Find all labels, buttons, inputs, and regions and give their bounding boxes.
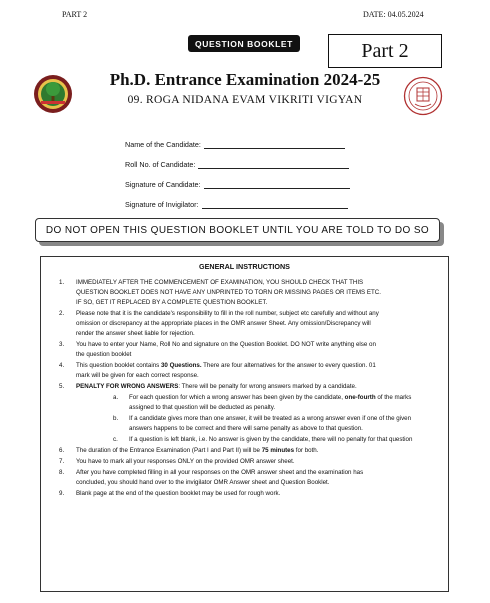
instruction-line: If a candidate gives more than one answer, it will be treated as a wrong answer even if one of the given (129, 415, 412, 422)
university-emblem-icon (33, 74, 73, 114)
invigilator-signature-field[interactable] (125, 200, 348, 209)
instruction-line: assigned to that question will be deducted as penalty. (129, 404, 276, 411)
instruction-line: PENALTY FOR WRONG ANSWERS: There will be penalty for wrong answers marked by a candidate. (76, 383, 357, 390)
general-instructions-box (40, 256, 449, 592)
fill-line (198, 161, 349, 169)
instruction-line: For each question for which a wrong answer has been given by the candidate, one-fourth of the marks (129, 394, 412, 401)
instruction-line: IMMEDIATELY AFTER THE COMMENCEMENT OF EXAMINATION, YOU SHOULD CHECK THAT THIS (76, 279, 364, 286)
instruction-line: Please note that it is the candidate's responsibility to fill in the roll number, subject etc carefully and without any (76, 310, 379, 317)
item-number: 7. (59, 458, 65, 465)
instruction-line: omission or discrepancy at the appropriate places in the OMR answer Sheet. Any omission/Discrepancy will (76, 320, 371, 327)
part-box: Part 2 (328, 34, 442, 68)
instruction-line: render the answer sheet liable for rejection. (76, 330, 195, 337)
instruction-line: This question booklet contains 30 Questions. There are four alternatives for the answer to every question. 01 (76, 362, 376, 369)
field-label: Signature of Candidate: (125, 180, 201, 189)
sub-item-letter: c. (113, 436, 118, 443)
fill-line (202, 201, 348, 209)
instruction-line: IF SO, GET IT REPLACED BY A COMPLETE QUESTION BOOKLET. (76, 299, 268, 306)
instruction-line: You have to mark all your responses ONLY on the provided OMR answer sheet. (76, 458, 295, 465)
sub-item-letter: b. (113, 415, 119, 422)
instruction-line: answers happens to be correct and there will same penalty as above to that question. (129, 425, 363, 432)
instruction-line: Blank page at the end of the question booklet may be used for rough work. (76, 490, 281, 497)
item-number: 5. (59, 383, 65, 390)
header-date: DATE: 04.05.2024 (363, 10, 424, 19)
booklet-label: QUESTION BOOKLET (188, 35, 300, 52)
instruction-line: The duration of the Entrance Examination (Part I and Part II) will be 75 minutes for both. (76, 447, 319, 454)
candidate-signature-field[interactable] (125, 180, 350, 189)
candidate-name-field[interactable] (125, 140, 345, 149)
instruction-line: If a question is left blank, i.e. No answer is given by the candidate, there will no penalty for that question (129, 436, 413, 443)
instruction-line: You have to enter your Name, Roll No and signature on the Question Booklet. DO NOT write anything else on (76, 341, 376, 348)
instruction-line: the question booklet (76, 351, 132, 358)
field-label: Signature of Invigilator: (125, 200, 199, 209)
instruction-line: mark will be given for each correct response. (76, 372, 199, 379)
sub-item-letter: a. (113, 394, 119, 401)
field-label: Roll No. of Candidate: (125, 160, 196, 169)
exam-subject: 09. ROGA NIDANA EVAM VIKRITI VIGYAN (127, 94, 363, 106)
fill-line (204, 181, 350, 189)
header-part: PART 2 (62, 10, 88, 19)
instruction-line: After you have completed filling in all your responses on the OMR answer sheet and the examination has (76, 469, 364, 476)
item-number: 8. (59, 469, 65, 476)
field-label: Name of the Candidate: (125, 140, 201, 149)
item-number: 3. (59, 341, 65, 348)
instruction-line: QUESTION BOOKLET DOES NOT HAVE ANY UNPRINTED TO TORN OR MISSING PAGES OR ITEMS ETC. (76, 289, 381, 296)
item-number: 9. (59, 490, 65, 497)
instruction-line: concluded, you should hand over to the invigilator OMR Answer sheet and Question Booklet. (76, 479, 330, 486)
item-number: 6. (59, 447, 65, 454)
instructions-title: GENERAL INSTRUCTIONS (199, 262, 290, 271)
item-number: 2. (59, 310, 65, 317)
institute-seal-icon (403, 76, 443, 116)
warning-banner: DO NOT OPEN THIS QUESTION BOOKLET UNTIL YOU ARE TOLD TO DO SO (35, 218, 440, 242)
item-number: 1. (59, 279, 65, 286)
roll-number-field[interactable] (125, 160, 349, 169)
fill-line (204, 141, 345, 149)
exam-title: Ph.D. Entrance Examination 2024-25 (109, 70, 381, 89)
item-number: 4. (59, 362, 65, 369)
